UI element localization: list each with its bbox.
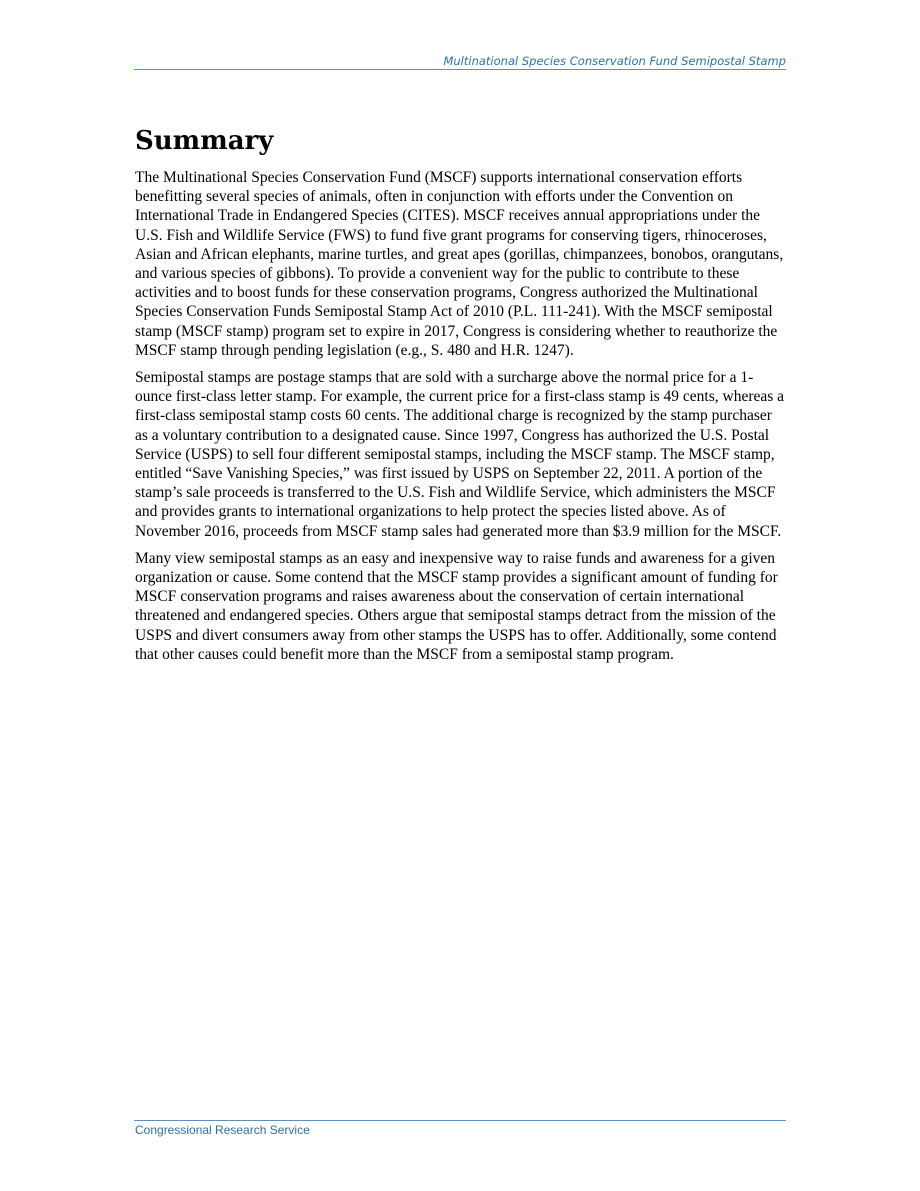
footer-publisher: Congressional Research Service bbox=[135, 1123, 310, 1137]
running-header-title: Multinational Species Conservation Fund Semipostal Stamp bbox=[443, 54, 786, 68]
page-title: Summary bbox=[135, 126, 274, 156]
summary-section bbox=[135, 120, 787, 672]
summary-paragraph-1: The Multinational Species Conservation Fund (MSCF) supports international conservation efforts benefitting several species of animals, often in conjunction with efforts under the Convention on International Trade in Endangered Species (CITES). MSCF receives annual appropriations under the U.S. Fish and Wildlife Service (FWS) to fund five grant programs for conserving tigers, rhinoceroses, Asian and African elephants, marine turtles, and great apes (gorillas, chimpanzees, bonobos, orangutans, and various species of gibbons). To provide a convenient way for the public to contribute to these activities and to boost funds for these conservation programs, Congress authorized the Multinational Species Conservation Funds Semipostal Stamp Act of 2010 (P.L. 111-241). With the MSCF semipostal stamp (MSCF stamp) program set to expire in 2017, Congress is considering whether to reauthorize the MSCF stamp through pending legislation (e.g., S. 480 and H.R. 1247). bbox=[135, 169, 784, 359]
summary-paragraph-2: Semipostal stamps are postage stamps that are sold with a surcharge above the normal price for a 1-ounce first-class letter stamp. For example, the current price for a first-class stamp is 49 cents, whereas a first-class semipostal stamp costs 60 cents. The additional charge is recognized by the stamp purchaser as a voluntary contribution to a designated cause. Since 1997, Congress has authorized the U.S. Postal Service (USPS) to sell four different semipostal stamps, including the MSCF stamp. The MSCF stamp, entitled “Save Vanishing Species,” was first issued by USPS on September 22, 2011. A portion of the stamp’s sale proceeds is transferred to the U.S. Fish and Wildlife Service, which administers the MSCF and provides grants to international organizations to help protect the species listed above. As of November 2016, proceeds from MSCF stamp sales had generated more than $3.9 million for the MSCF. bbox=[135, 369, 785, 540]
header-divider bbox=[134, 69, 786, 70]
footer-divider bbox=[134, 1120, 786, 1121]
summary-paragraph-3: Many view semipostal stamps as an easy and inexpensive way to raise funds and awareness for a given organization or cause. Some contend that the MSCF stamp provides a significant amount of funding for MSCF conservation programs and raises awareness about the conservation of certain international threatened and endangered species. Others argue that semipostal stamps detract from the mission of the USPS and divert consumers away from other stamps the USPS has to offer. Additionally, some contend that other causes could benefit more than the MSCF from a semipostal stamp program. bbox=[135, 549, 778, 663]
